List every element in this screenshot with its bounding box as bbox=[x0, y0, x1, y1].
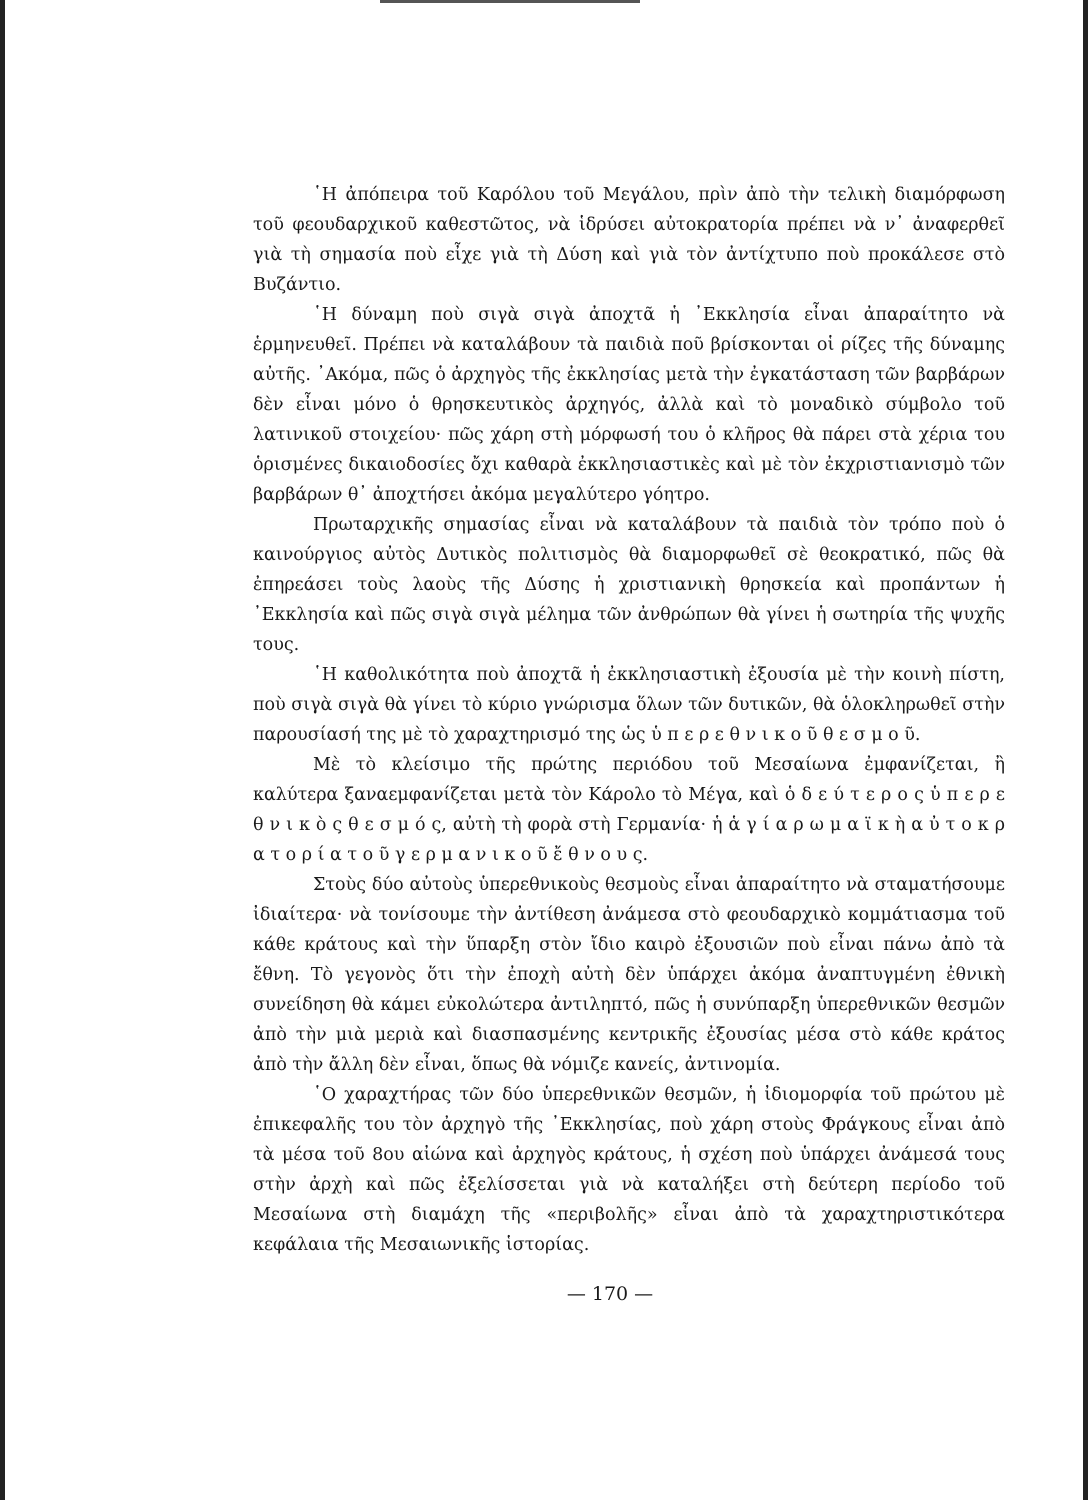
paragraph-5: Μὲ τὸ κλείσιμο τῆς πρώτης περιόδου τοῦ Μεσαίωνα ἐμφανίζεται, ἢ καλύτερα ξαναεμφανίζεται μετὰ τὸν Κάρολο τὸ Μέγα, καὶ ὁ δ ε ύ τ ε ρ ο ς ὑ π ε ρ ε θ ν ι κ ὸ ς θ ε σ μ ό ς, αὐτὴ τὴ φορὰ στὴ Γερμανία· ἡ ἁ γ ί α ρ ω μ α ϊ κ ὴ α ὐ τ ο κ ρ α τ ο ρ ί α τ ο ῦ γ ε ρ μ α ν ι κ ο ῦ ἔ θ ν ο υ ς. bbox=[253, 755, 1005, 865]
scan-top-shadow bbox=[380, 0, 640, 3]
paragraph-6: Στοὺς δύο αὐτοὺς ὑπερεθνικοὺς θεσμοὺς εἶναι ἀπαραίτητο νὰ σταματήσουμε ἰδιαίτερα· νὰ τονίσουμε τὴν ἀντίθεση ἀνάμεσα στὸ φεουδαρχικὸ κομμάτιασμα τοῦ κάθε κράτους καὶ τὴν ὕπαρξη στὸν ἴδιο καιρὸ ἐξουσιῶν ποὺ εἶναι πάνω ἀπὸ τὰ ἔθνη. Τὸ γεγονὸς ὅτι τὴν ἐποχὴ αὐτὴ δὲν ὑπάρχει ἀκόμα ἀναπτυγμένη ἐθνικὴ συνείδηση θὰ κάμει εὐκολώτερα ἀντιληπτό, πῶς ἡ συνύπαρξη ὑπερεθνικῶν θεσμῶν ἀπὸ τὴν μιὰ μεριὰ καὶ διασπασμένης κεντρικῆς ἐξουσίας μέσα στὸ κάθε κράτος ἀπὸ τὴν ἄλλη δὲν εἶναι, ὅπως θὰ νόμιζε κανείς, ἀντινομία. bbox=[253, 875, 1005, 1075]
page-number: — 170 — bbox=[566, 1283, 654, 1305]
paragraph-2: ῾Η δύναμη ποὺ σιγὰ σιγὰ ἀποχτᾶ ἡ ᾿Εκκλησία εἶναι ἀπαραίτητο νὰ ἑρμηνευθεῖ. Πρέπει νὰ καταλάβουν τὰ παιδιὰ ποῦ βρίσκονται οἱ ρίζες τῆς δύναμης αὐτῆς. ᾿Ακόμα, πῶς ὁ ἀρχηγὸς τῆς ἐκκλησίας μετὰ τὴν ἐγκατάσταση τῶν βαρβάρων δὲν εἶναι μόνο ὁ θρησκευτικὸς ἀρχηγός, ἀλλὰ καὶ τὸ μοναδικὸ σύμβολο τοῦ λατινικοῦ στοιχείου· πῶς χάρη στὴ μόρφωσή του ὁ κλῆρος θὰ πάρει στὰ χέρια του ὁρισμένες δικαιοδοσίες ὄχι καθαρὰ ἐκκλησιαστικὲς καὶ μὲ τὸν ἐκχριστιανισμὸ τῶν βαρβάρων θ᾿ ἀποχτήσει ἀκόμα μεγαλύτερο γόητρο. bbox=[253, 305, 1005, 505]
paragraph-4: ῾Η καθολικότητα ποὺ ἀποχτᾶ ἡ ἐκκλησιαστικὴ ἐξουσία μὲ τὴν κοινὴ πίστη, ποὺ σιγὰ σιγὰ θὰ γίνει τὸ κύριο γνώρισμα ὅλων τῶν δυτικῶν, θὰ ὁλοκληρωθεῖ στὴν παρουσίασή της μὲ τὸ χαραχτηρισμό της ὡς ὑ π ε ρ ε θ ν ι κ ο ῦ θ ε σ μ ο ῦ. bbox=[253, 665, 1005, 745]
paragraph-3: Πρωταρχικῆς σημασίας εἶναι νὰ καταλάβουν τὰ παιδιὰ τὸν τρόπο ποὺ ὁ καινούργιος αὐτὸς Δυτικὸς πολιτισμὸς θὰ διαμορφωθεῖ σὲ θεοκρατικό, πῶς θὰ ἐπηρεάσει τοὺς λαοὺς τῆς Δύσης ἡ χριστιανικὴ θρησκεία καὶ προπάντων ἡ ᾿Εκκλησία καὶ πῶς σιγὰ σιγὰ μέλημα τῶν ἀνθρώπων θὰ γίνει ἡ σωτηρία τῆς ψυχῆς τους. bbox=[253, 515, 1005, 655]
paragraph-1: ῾Η ἀπόπειρα τοῦ Καρόλου τοῦ Μεγάλου, πρὶν ἀπὸ τὴν τελικὴ διαμόρφωση τοῦ φεουδαρχικοῦ καθεστῶτος, νὰ ἱδρύσει αὐτοκρατορία πρέπει νὰ ν᾿ ἀναφερθεῖ γιὰ τὴ σημασία ποὺ εἶχε γιὰ τὴ Δύση καὶ γιὰ τὸν ἀντίχτυπο ποὺ προκάλεσε στὸ Βυζάντιο. bbox=[253, 185, 1005, 295]
scan-edge-right bbox=[1083, 0, 1088, 1500]
body-text bbox=[253, 180, 1005, 1260]
scan-edge-left bbox=[0, 0, 5, 1500]
paragraph-7: ῾Ο χαραχτήρας τῶν δύο ὑπερεθνικῶν θεσμῶν, ἡ ἰδιομορφία τοῦ πρώτου μὲ ἐπικεφαλῆς του τὸν ἀρχηγὸ τῆς ᾿Εκκλησίας, ποὺ χάρη στοὺς Φράγκους εἶναι ἀπὸ τὰ μέσα τοῦ 8ου αἰώνα καὶ ἀρχηγὸς κράτους, ἡ σχέση ποὺ ὑπάρχει ἀνάμεσά τους στὴν ἀρχὴ καὶ πῶς ἐξελίσσεται γιὰ νὰ καταλήξει στὴ δεύτερη περίοδο τοῦ Μεσαίωνα στὴ διαμάχη τῆς «περιβολῆς» εἶναι ἀπὸ τὰ χαραχτηριστικότερα κεφάλαια τῆς Μεσαιωνικῆς ἱστορίας. bbox=[253, 1085, 1005, 1255]
